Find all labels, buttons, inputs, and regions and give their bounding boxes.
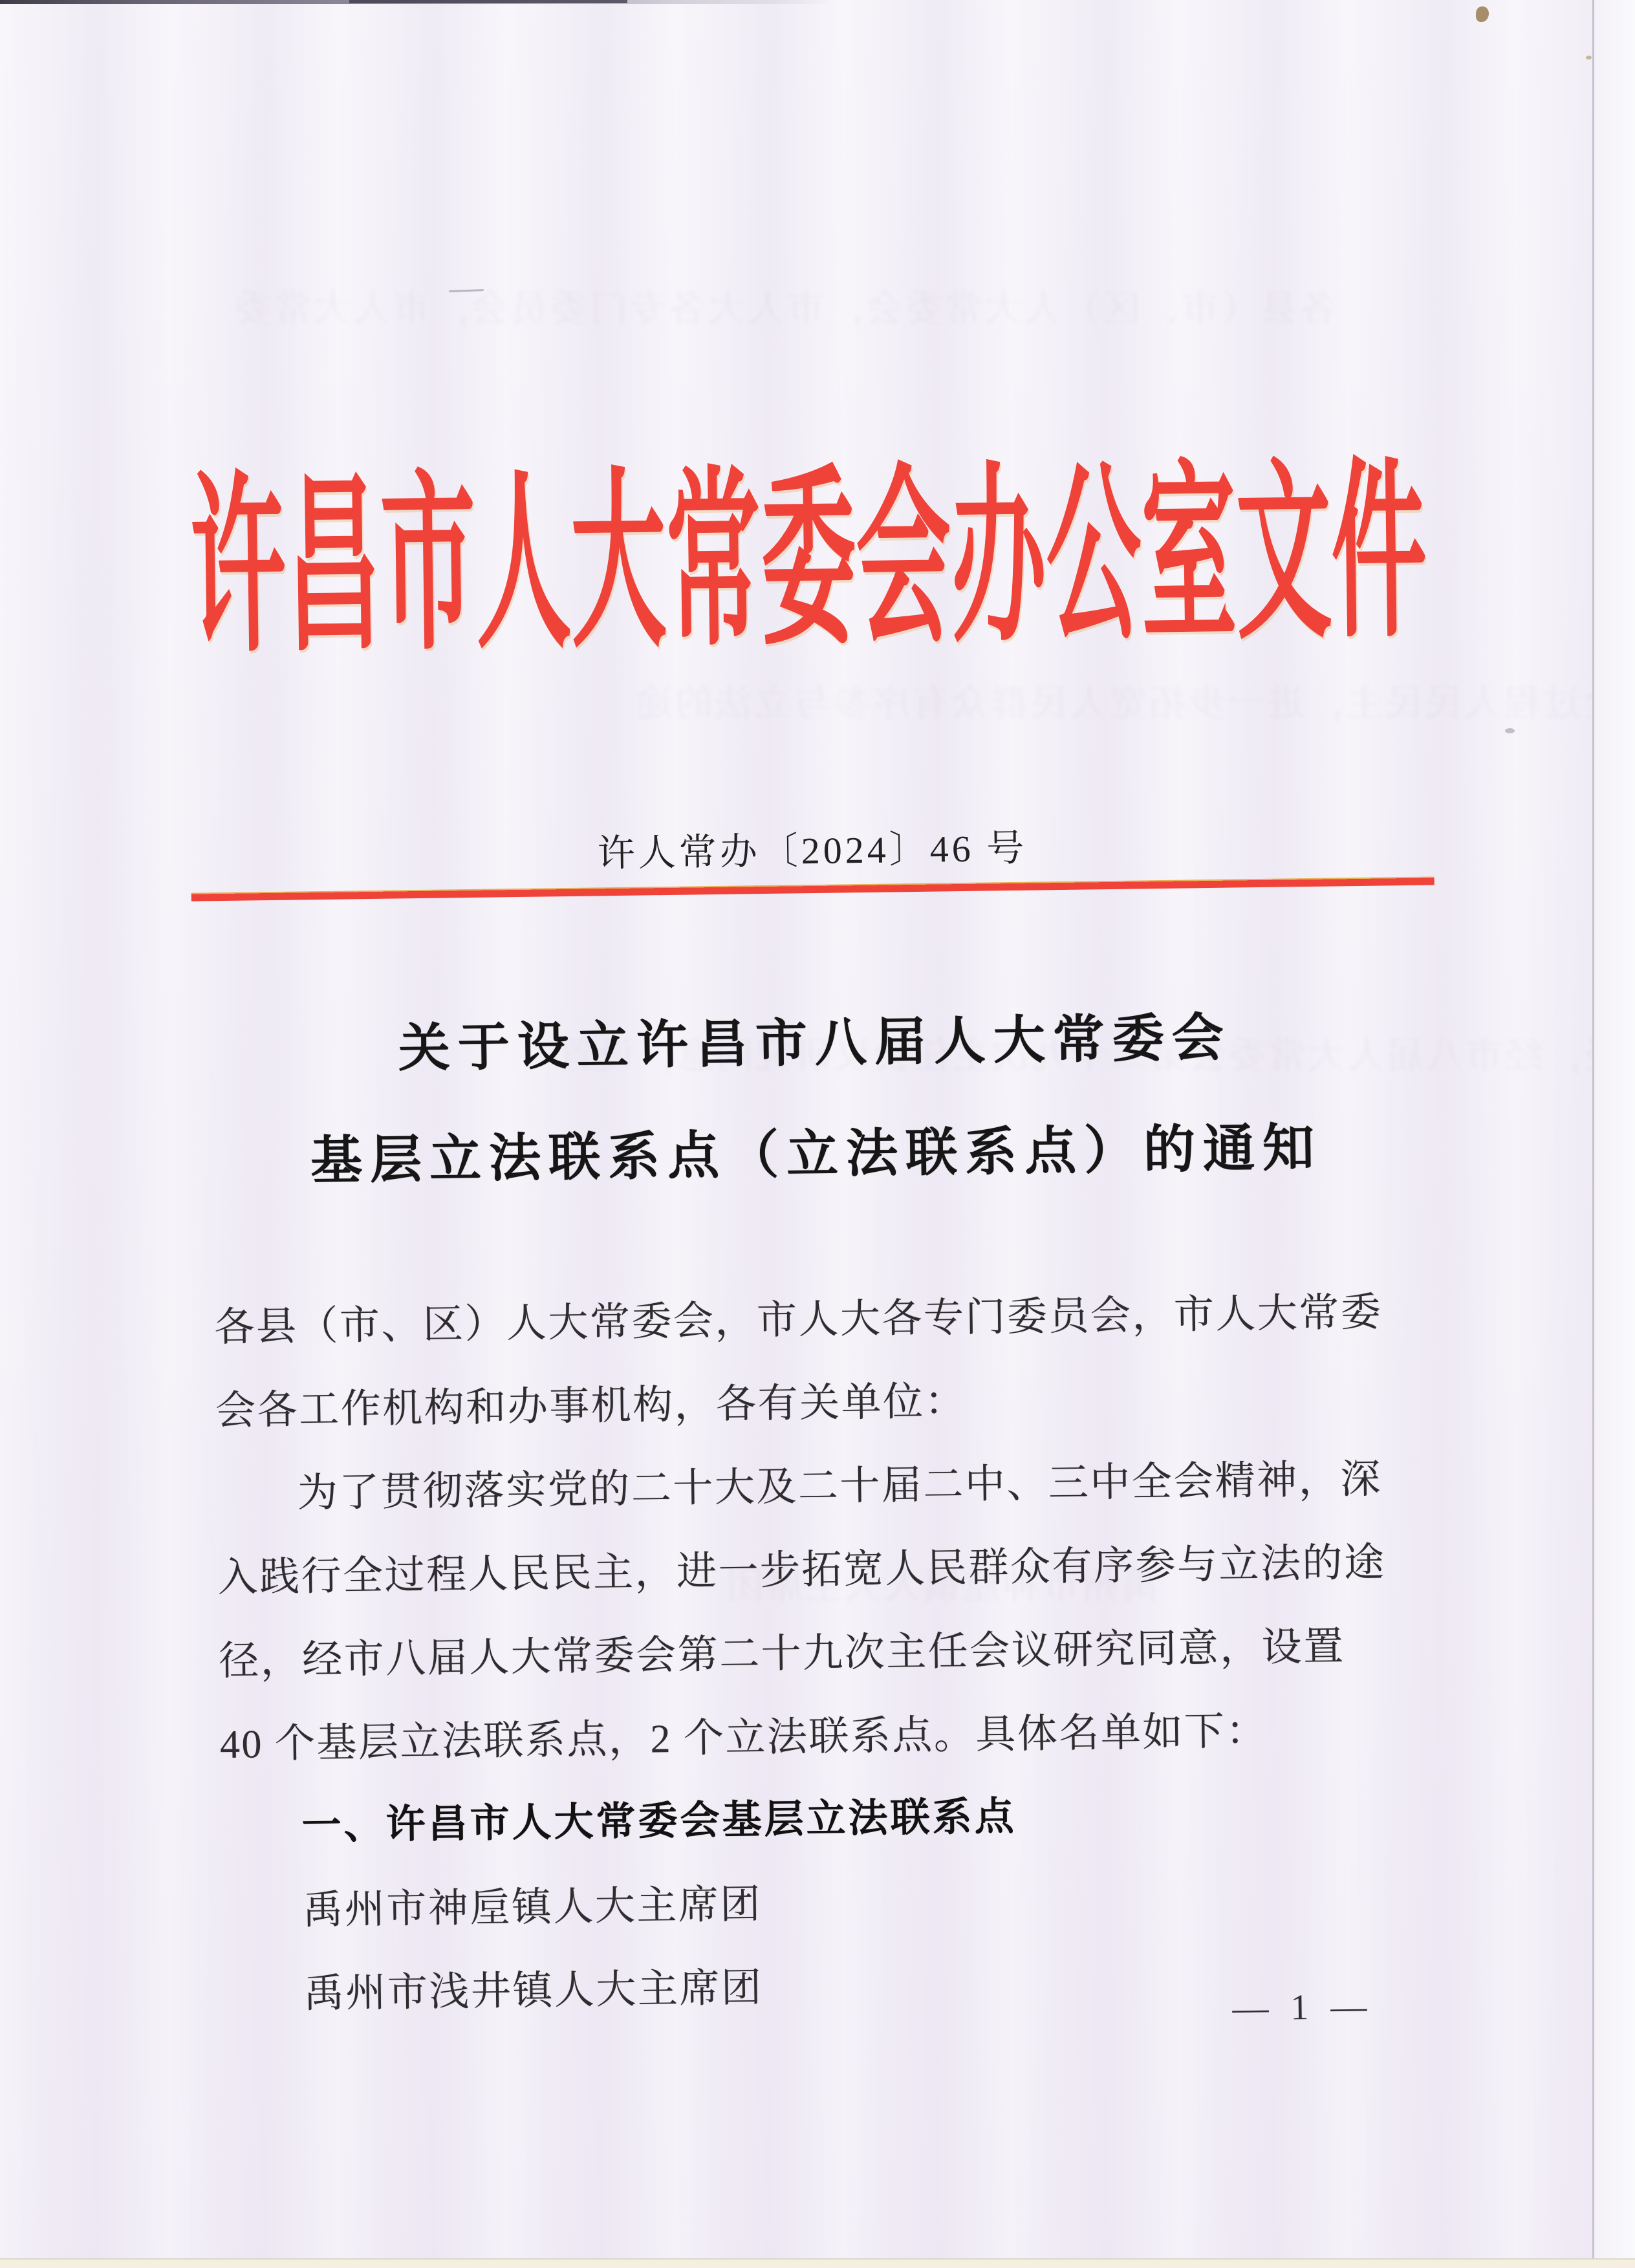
list-item: 禹州市神垕镇人大主席团: [302, 1883, 763, 1933]
document-number: 许人常办〔2024〕46 号: [597, 826, 1028, 875]
document-header-title: 许昌市人大常委会办公室文件: [189, 446, 1428, 676]
paper-speck: [1505, 728, 1515, 733]
paragraph-line-4: 40 个基层立法联系点，2 个立法联系点。具体名单如下：: [219, 1709, 1268, 1767]
salutation-line-2: 会各工作机构和办事机构，各有关单位：: [215, 1379, 967, 1434]
paper-speck: [1586, 56, 1592, 59]
scan-bottom-edge: [0, 2258, 1635, 2268]
document-title-line2: 基层立法联系点（立法联系点）的通知: [310, 1119, 1323, 1191]
section-heading: 一、许昌市人大常委会基层立法联系点: [301, 1794, 1017, 1848]
paragraph-line-1: 为了贯彻落实党的二十大及二十届二中、三中全会精神，深: [297, 1457, 1383, 1516]
list-item: 禹州市浅井镇人大主席团: [303, 1966, 763, 2016]
scanner-margin-strip: [1594, 0, 1635, 2268]
paragraph-line-2: 入践行全过程人民民主，进一步拓宽人民群众有序参与立法的途: [217, 1540, 1386, 1601]
paragraph-line-3: 径，经市八届人大常委会第二十九次主任会议研究同意，设置: [218, 1625, 1346, 1684]
salutation-line-1: 各县（市、区）人大常委会，市人大各专门委员会，市人大常委: [214, 1290, 1383, 1350]
scan-top-edge-shadow: [349, 0, 627, 3]
red-divider-line: [191, 876, 1435, 901]
document-title-line1: 关于设立许昌市八届人大常委会: [398, 1010, 1232, 1078]
page-number: — 1 —: [1232, 1986, 1374, 2029]
